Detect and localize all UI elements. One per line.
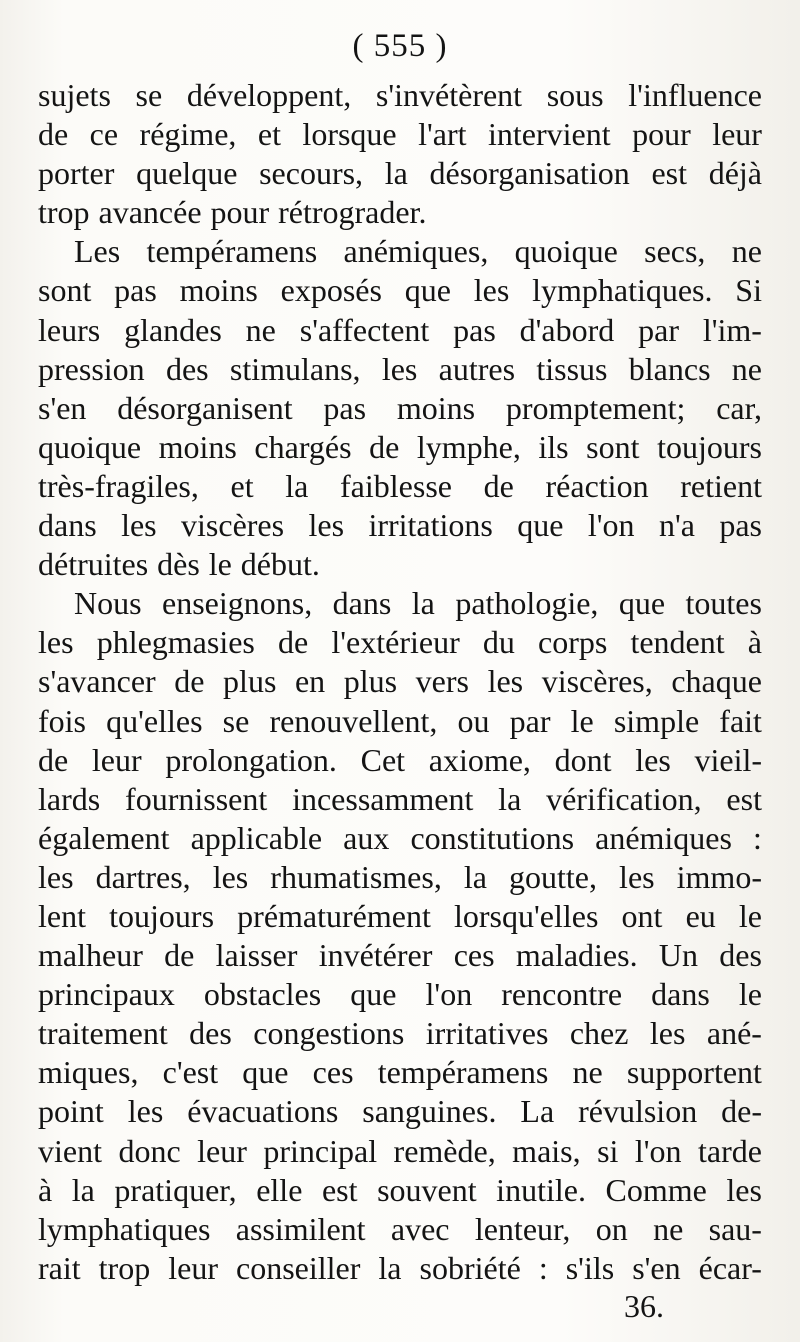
word: donc [118, 1132, 181, 1169]
word: détruites [38, 546, 149, 583]
word: plus [223, 663, 277, 700]
text-line [38, 975, 762, 1014]
text-line [38, 1014, 762, 1053]
word: goutte, [509, 858, 597, 895]
word: exposés [280, 272, 382, 309]
text-line [38, 389, 762, 428]
text-line [38, 623, 762, 662]
word: que [618, 585, 666, 622]
word: dont [554, 741, 612, 778]
word: les [381, 350, 418, 387]
word: n'a [658, 507, 695, 544]
word: que [517, 507, 564, 544]
word: lenteur, [474, 1210, 571, 1247]
word: pas [453, 311, 496, 348]
word: Un [658, 937, 698, 974]
word: le [570, 702, 594, 739]
word: quoique [38, 428, 142, 465]
word: moins [158, 428, 237, 465]
word: l'on [634, 1132, 682, 1169]
word: conseiller [235, 1249, 361, 1286]
word: car, [716, 389, 762, 426]
word: la [498, 780, 522, 817]
word: faiblesse [340, 467, 452, 504]
word: lorsque [302, 116, 397, 153]
word: par [509, 702, 551, 739]
word: renouvellent, [269, 702, 438, 739]
word: congestions [253, 1015, 405, 1052]
word: La [520, 1093, 555, 1130]
word: pression [38, 350, 145, 387]
word: le [208, 546, 232, 583]
word: Si [735, 272, 762, 309]
word: sujets [38, 77, 111, 113]
word: plus [343, 663, 398, 700]
word: Comme [605, 1171, 707, 1208]
word: l'extérieur [331, 624, 460, 661]
word: fait [719, 702, 762, 739]
text-line [38, 819, 762, 858]
text-line [38, 741, 762, 780]
word: eu [685, 897, 716, 934]
word: malheur [38, 937, 143, 974]
word: développent, [186, 77, 352, 113]
word: désorganisent [117, 389, 293, 426]
word: moins [179, 272, 258, 309]
word: anémiques [595, 819, 732, 856]
text-line [38, 936, 762, 975]
word: enseignons, [162, 585, 313, 622]
word: point [38, 1093, 104, 1130]
word: s'en [38, 389, 87, 426]
word: régime, [139, 116, 237, 153]
word: souvent [377, 1171, 477, 1208]
word: l'on [587, 507, 635, 544]
word: tempéramens [377, 1054, 549, 1091]
word: Cet [360, 741, 406, 778]
word: les [308, 507, 345, 544]
word: les [127, 1093, 164, 1130]
word: rhumatismes, [270, 858, 442, 895]
word: moins [396, 389, 476, 426]
word: dans [332, 585, 392, 622]
word: pas [114, 272, 157, 309]
word: et [257, 116, 281, 153]
word: ne [245, 311, 276, 348]
word: est [321, 1171, 358, 1208]
word: la [378, 1249, 402, 1286]
text-line [38, 350, 762, 389]
word: phlegmasies [96, 624, 255, 661]
word: que [404, 272, 451, 309]
word: vient [38, 1132, 102, 1169]
word: elle [256, 1171, 303, 1208]
word: les [649, 1015, 686, 1052]
word: ne [731, 233, 762, 270]
word: très-fragiles, [38, 467, 199, 504]
word: lards [38, 780, 101, 817]
text-line [38, 545, 762, 584]
word: révulsion [578, 1093, 698, 1130]
word: viscères [181, 507, 285, 544]
word: traitement [38, 1015, 168, 1052]
word: inutile. [496, 1171, 586, 1208]
word: porter [38, 155, 115, 192]
word: irritatives [425, 1015, 549, 1052]
word: secours, [259, 155, 364, 192]
word: de [369, 428, 400, 465]
word: de- [721, 1093, 762, 1130]
word: la [384, 155, 408, 192]
word: maladies. [515, 937, 638, 974]
word: laisser [215, 937, 298, 974]
word: l'influence [628, 77, 762, 113]
word: prématurément [237, 897, 431, 934]
word: rencontre [501, 976, 623, 1013]
word: lymphe, [416, 428, 521, 465]
word: ces [453, 937, 495, 974]
word: de [164, 937, 195, 974]
word: la [71, 1171, 95, 1208]
word: lymphatiques [38, 1210, 211, 1247]
word: fois [38, 702, 86, 739]
word: fournissent [125, 780, 268, 817]
word: à [747, 624, 762, 661]
word: ne [731, 350, 762, 387]
word: et [230, 467, 254, 504]
text-line [38, 428, 762, 467]
word: incessamment [292, 780, 474, 817]
word: s'avancer [38, 663, 156, 700]
word: dartres, [95, 858, 191, 895]
text-line [38, 1249, 762, 1288]
word: assimilent [235, 1210, 366, 1247]
word: de [38, 741, 69, 778]
word: pour [632, 116, 691, 153]
word: les [487, 663, 524, 700]
word: avec [390, 1210, 450, 1247]
word: du [482, 624, 515, 661]
word: évacuations [187, 1093, 339, 1130]
text-line [38, 115, 762, 154]
word: le [738, 976, 762, 1013]
word: l'art [418, 116, 467, 153]
word: l'im- [702, 311, 762, 348]
word: la [463, 858, 487, 895]
word: principal [263, 1132, 378, 1169]
word: écar- [698, 1249, 762, 1286]
word: la [285, 467, 309, 504]
word: mais, [512, 1132, 581, 1169]
word: secs, [644, 233, 706, 270]
text-line [38, 76, 762, 115]
text-line [38, 232, 762, 271]
word: on [595, 1210, 628, 1247]
word: ou [457, 702, 490, 739]
word: c'est [162, 1054, 219, 1091]
word: leurs [38, 311, 101, 348]
word: à [38, 1171, 53, 1208]
word: les [473, 272, 510, 309]
word: : [538, 1249, 548, 1286]
word: rait [38, 1249, 81, 1286]
word: qu'elles [106, 702, 203, 739]
word: chaque [671, 663, 762, 700]
text-line [38, 154, 762, 193]
word: sobriété [419, 1249, 521, 1286]
word: si [597, 1132, 619, 1169]
word: trop [38, 194, 90, 231]
word: glandes [124, 311, 222, 348]
word: axiome, [428, 741, 531, 778]
word: de [278, 624, 309, 661]
word: aux [343, 819, 390, 856]
word: l'on [425, 976, 473, 1013]
word: blancs [628, 350, 711, 387]
word: : [753, 819, 762, 856]
word: toutes [685, 585, 762, 622]
word: réaction [545, 467, 649, 504]
word: anémiques, [343, 233, 489, 270]
word: tempéramens [146, 233, 318, 270]
word: pathologie, [455, 585, 599, 622]
word: leur [197, 1132, 247, 1169]
word: chez [569, 1015, 629, 1052]
text-line [38, 780, 762, 819]
word: quelque [136, 155, 238, 192]
word: se [222, 702, 250, 739]
word: immo- [676, 858, 762, 895]
word: tarde [698, 1132, 762, 1169]
word: dès [157, 546, 200, 583]
word: simple [613, 702, 700, 739]
word: les [619, 858, 655, 895]
word: ne [653, 1210, 684, 1247]
word: des [719, 937, 762, 974]
word: ont [621, 897, 663, 934]
text-line [38, 584, 762, 623]
word: s'affectent [299, 311, 430, 348]
text-line [38, 1053, 762, 1092]
word: ne [572, 1054, 603, 1091]
word: de [483, 467, 514, 504]
word: déjà [708, 155, 762, 192]
word: de [38, 116, 69, 153]
word: s'invétèrent [375, 77, 523, 113]
word: Les [74, 233, 121, 270]
word: intervient [487, 116, 611, 153]
word: supportent [626, 1054, 762, 1091]
word: pour [210, 194, 270, 231]
word: sous [546, 77, 604, 113]
word: vers [415, 663, 469, 700]
word: Nous [74, 585, 142, 622]
word: constitutions [410, 819, 575, 856]
word: sont [38, 272, 92, 309]
word: leur [712, 116, 762, 153]
word: que [242, 1054, 289, 1091]
text-line [38, 311, 762, 350]
word: rétrograder. [278, 194, 427, 231]
word: toujours [657, 428, 762, 465]
word: les [635, 741, 671, 778]
word: s'en [632, 1249, 681, 1286]
word: est [651, 155, 688, 192]
text-line [38, 193, 762, 232]
text-line [38, 662, 762, 701]
text-line [38, 1092, 762, 1131]
word: pratiquer, [114, 1171, 237, 1208]
word: les [121, 507, 157, 544]
word: la [411, 585, 435, 622]
word: tissus [536, 350, 608, 387]
word: prolongation. [165, 741, 337, 778]
word: dans [38, 507, 97, 544]
word: stimulans, [229, 350, 361, 387]
word: début. [240, 546, 320, 583]
word: ce [89, 116, 119, 153]
word: dans [651, 976, 710, 1013]
word: lymphatiques. [532, 272, 713, 309]
text-line [38, 1132, 762, 1171]
word: d'abord [519, 311, 615, 348]
word: désorganisation [429, 155, 630, 192]
word: toujours [109, 897, 215, 934]
word: invétérer [318, 937, 433, 974]
text-line [38, 1171, 762, 1210]
word: les [38, 624, 74, 661]
word: promptement; [505, 389, 686, 426]
text-line [38, 1210, 762, 1249]
word: applicable [190, 819, 323, 856]
word: trop [98, 1249, 151, 1286]
word: des [189, 1015, 232, 1052]
word: sau- [708, 1210, 762, 1247]
word: vieil- [694, 741, 762, 778]
word: pas [719, 507, 762, 544]
word: sanguines. [362, 1093, 497, 1130]
word: corps [538, 624, 608, 661]
text-line [38, 897, 762, 936]
body-text [38, 76, 762, 1288]
word: remède, [393, 1132, 496, 1169]
word: par [638, 311, 679, 348]
word: ces [312, 1054, 354, 1091]
page-number: ( 555 ) [352, 28, 448, 64]
word: viscères, [541, 663, 653, 700]
signature-mark: 36. [624, 1288, 664, 1324]
word: est [726, 780, 762, 817]
word: tendent [630, 624, 725, 661]
text-line [38, 858, 762, 897]
word: le [738, 897, 762, 934]
word: autres [438, 350, 516, 387]
word: les [726, 1171, 762, 1208]
word: sont [586, 428, 640, 465]
word: pas [323, 389, 367, 426]
word: lorsqu'elles [453, 897, 599, 934]
text-line [38, 506, 762, 545]
word: miques, [38, 1054, 139, 1091]
text-line [38, 271, 762, 310]
word: avancée [98, 194, 202, 231]
word: en [294, 663, 326, 700]
word: ané- [706, 1015, 762, 1052]
word: également [38, 819, 170, 856]
word: leur [91, 741, 142, 778]
word: irritations [368, 507, 493, 544]
word: les [38, 858, 74, 895]
word: que [350, 976, 397, 1013]
word: quoique [514, 233, 618, 270]
text-line [38, 467, 762, 506]
word: se [135, 77, 163, 113]
word: retient [680, 467, 762, 504]
word: des [165, 350, 209, 387]
word: de [174, 663, 205, 700]
word: principaux [38, 976, 175, 1013]
word: s'ils [565, 1249, 615, 1286]
word: vérification, [546, 780, 702, 817]
word: chargés [254, 428, 352, 465]
word: ils [538, 428, 569, 465]
word: obstacles [203, 976, 322, 1013]
text-line [38, 702, 762, 741]
word: les [212, 858, 249, 895]
word: leur [168, 1249, 218, 1286]
word: lent [38, 897, 86, 934]
